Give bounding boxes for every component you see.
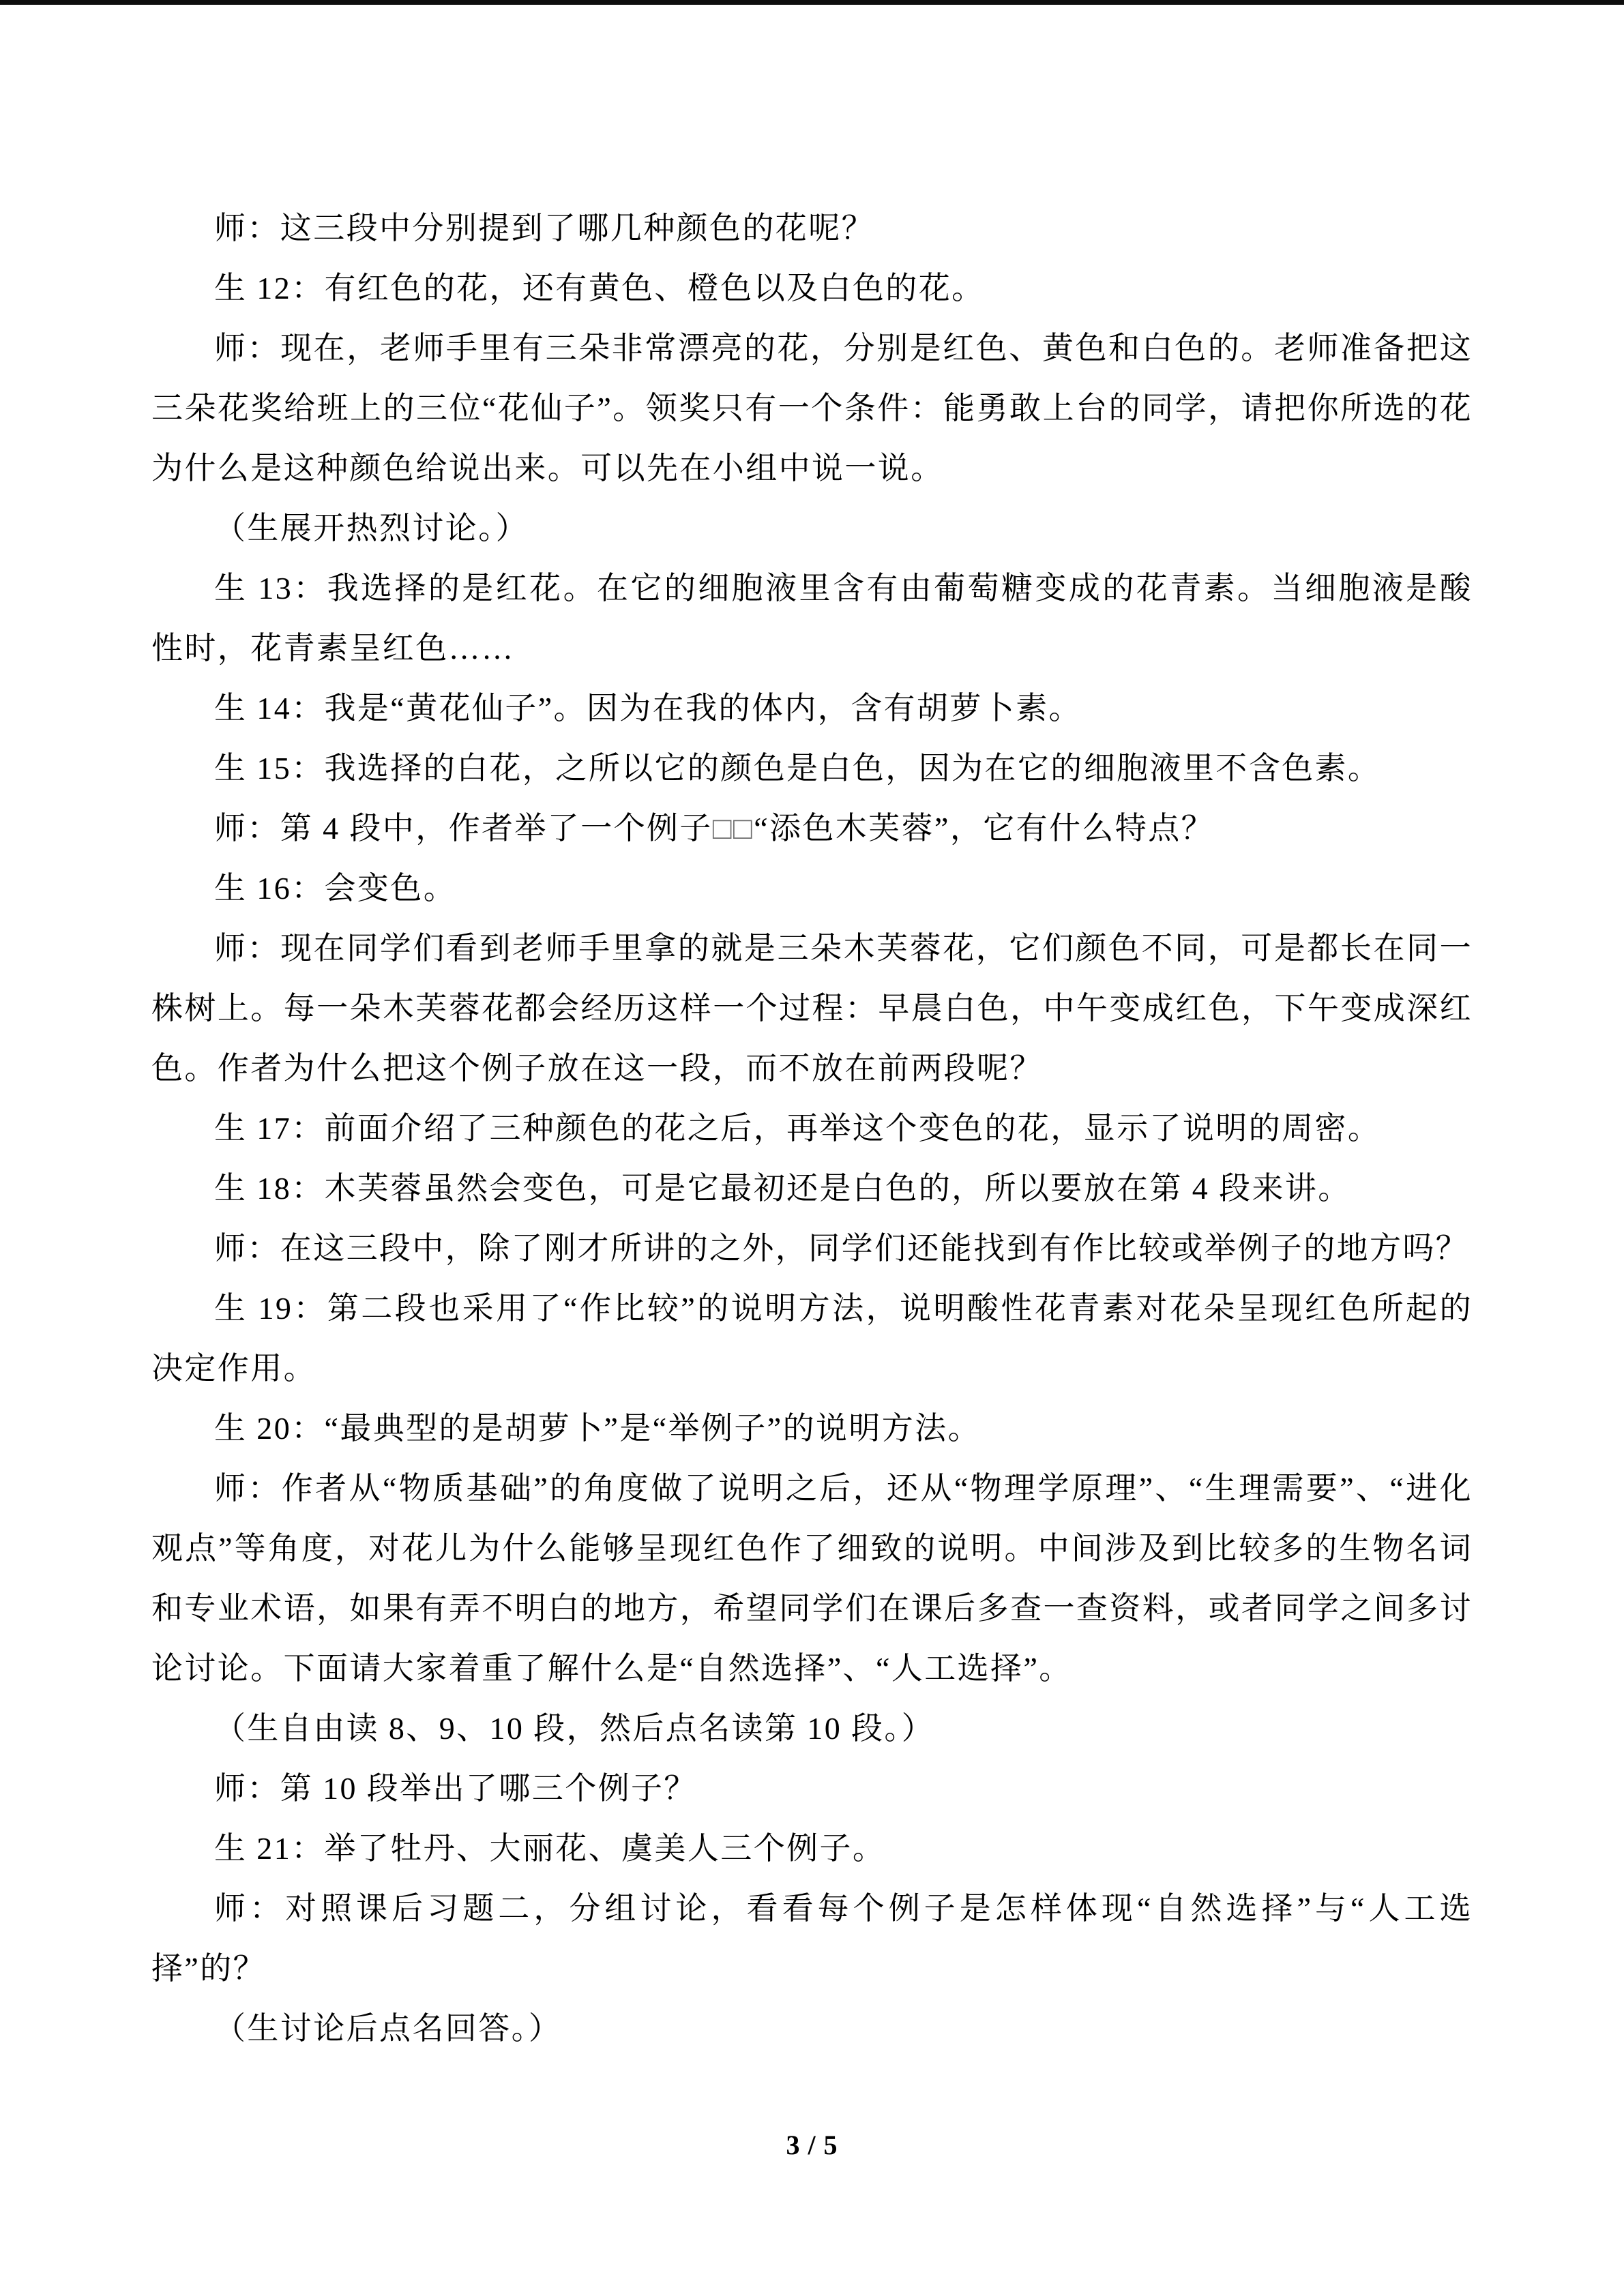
paragraph xyxy=(151,1459,1473,1699)
paragraph xyxy=(151,1999,1473,2059)
paragraph xyxy=(151,1699,1473,1759)
paragraph xyxy=(151,799,1473,859)
paragraph xyxy=(151,1159,1473,1219)
paragraph-text: “添色木芙蓉”，它有什么特点？ xyxy=(754,811,1215,846)
page-number: 3 / 5 xyxy=(786,2130,838,2160)
paragraph-text: 生 21：举了牡丹、大丽花、虞美人三个例子。 xyxy=(214,1831,886,1866)
paragraph-text: （生展开热烈讨论。） xyxy=(214,511,529,546)
paragraph xyxy=(151,258,1473,318)
paragraph-text: 师：在这三段中，除了刚才所讲的之外，同学们还能找到有作比较或举例子的地方吗？ xyxy=(214,1231,1469,1266)
paragraph-text: 师：现在，老师手里有三朵非常漂亮的花，分别是红色、黄色和白色的。老师准备把这三朵花奖给班上的三位“花仙子”。领奖只有一个条件：能勇敢上台的同学，请把你所选的花为什么是这种颜色给说出来。可以先在小组中说一说。 xyxy=(151,331,1473,486)
paragraph-text: 生 20：“最典型的是胡萝卜”是“举例子”的说明方法。 xyxy=(214,1411,981,1446)
paragraph-text: 生 19：第二段也采用了“作比较”的说明方法，说明酸性花青素对花朵呈现红色所起的决定作用。 xyxy=(151,1291,1473,1386)
paragraph xyxy=(151,739,1473,799)
document-content xyxy=(151,198,1473,2059)
paragraph-text: 师：第 10 段举出了哪三个例子？ xyxy=(214,1771,697,1806)
paragraph xyxy=(151,919,1473,1099)
paragraph xyxy=(151,1399,1473,1459)
paragraph xyxy=(151,1279,1473,1399)
paragraph-text: 生 12：有红色的花，还有黄色、橙色以及白色的花。 xyxy=(214,271,985,305)
paragraph xyxy=(151,1759,1473,1819)
paragraph xyxy=(151,1219,1473,1279)
paragraph-text: （生讨论后点名回答。） xyxy=(214,2011,562,2046)
paragraph-text: 生 14：我是“黄花仙子”。因为在我的体内，含有胡萝卜素。 xyxy=(214,691,1082,726)
paragraph-text: 生 15：我选择的白花，之所以它的颜色是白色，因为在它的细胞液里不含色素。 xyxy=(214,751,1381,786)
page-footer xyxy=(0,2129,1624,2162)
paragraph-text: 师：对照课后习题二，分组讨论，看看每个例子是怎样体现“自然选择”与“人工选择”的？ xyxy=(151,1891,1473,1986)
paragraph-text: 师：这三段中分别提到了哪几种颜色的花呢？ xyxy=(214,211,874,245)
paragraph xyxy=(151,1879,1473,1999)
missing-character-box-glyphs: □□ xyxy=(712,811,754,846)
paragraph-text: 生 18：木芙蓉虽然会变色，可是它最初还是白色的，所以要放在第 4 段来讲。 xyxy=(214,1171,1351,1206)
paragraph-text: 师：作者从“物质基础”的角度做了说明之后，还从“物理学原理”、“生理需要”、“进化观点”等角度，对花儿为什么能够呈现红色作了细致的说明。中间涉及到比较多的生物名词和专业术语，如果有弄不明白的地方，希望同学们在课后多查一查资料，或者同学之间多讨论讨论。下面请大家着重了解什么是“自然选择”、“人工选择”。 xyxy=(151,1471,1473,1686)
paragraph-text: （生自由读 8、9、10 段，然后点名读第 10 段。） xyxy=(214,1711,935,1746)
paragraph-text: 生 13：我选择的是红花。在它的细胞液里含有由葡萄糖变成的花青素。当细胞液是酸性时，花青素呈红色…… xyxy=(151,571,1473,666)
paragraph-text: 生 17：前面介绍了三种颜色的花之后，再举这个变色的花，显示了说明的周密。 xyxy=(214,1111,1381,1146)
paragraph xyxy=(151,1819,1473,1879)
paragraph xyxy=(151,1099,1473,1159)
paragraph xyxy=(151,318,1473,498)
paragraph xyxy=(151,679,1473,739)
paragraph-text: 师：现在同学们看到老师手里拿的就是三朵木芙蓉花，它们颜色不同，可是都长在同一株树上。每一朵木芙蓉花都会经历这样一个过程：早晨白色，中午变成红色，下午变成深红色。作者为什么把这个例子放在这一段，而不放在前两段呢？ xyxy=(151,931,1473,1086)
paragraph-text: 生 16：会变色。 xyxy=(214,871,457,906)
paragraph xyxy=(151,558,1473,679)
paragraph-text: 师：第 4 段中，作者举了一个例子 xyxy=(214,811,713,846)
paragraph xyxy=(151,198,1473,258)
paragraph xyxy=(151,859,1473,919)
page-top-border xyxy=(0,0,1624,5)
paragraph xyxy=(151,498,1473,558)
